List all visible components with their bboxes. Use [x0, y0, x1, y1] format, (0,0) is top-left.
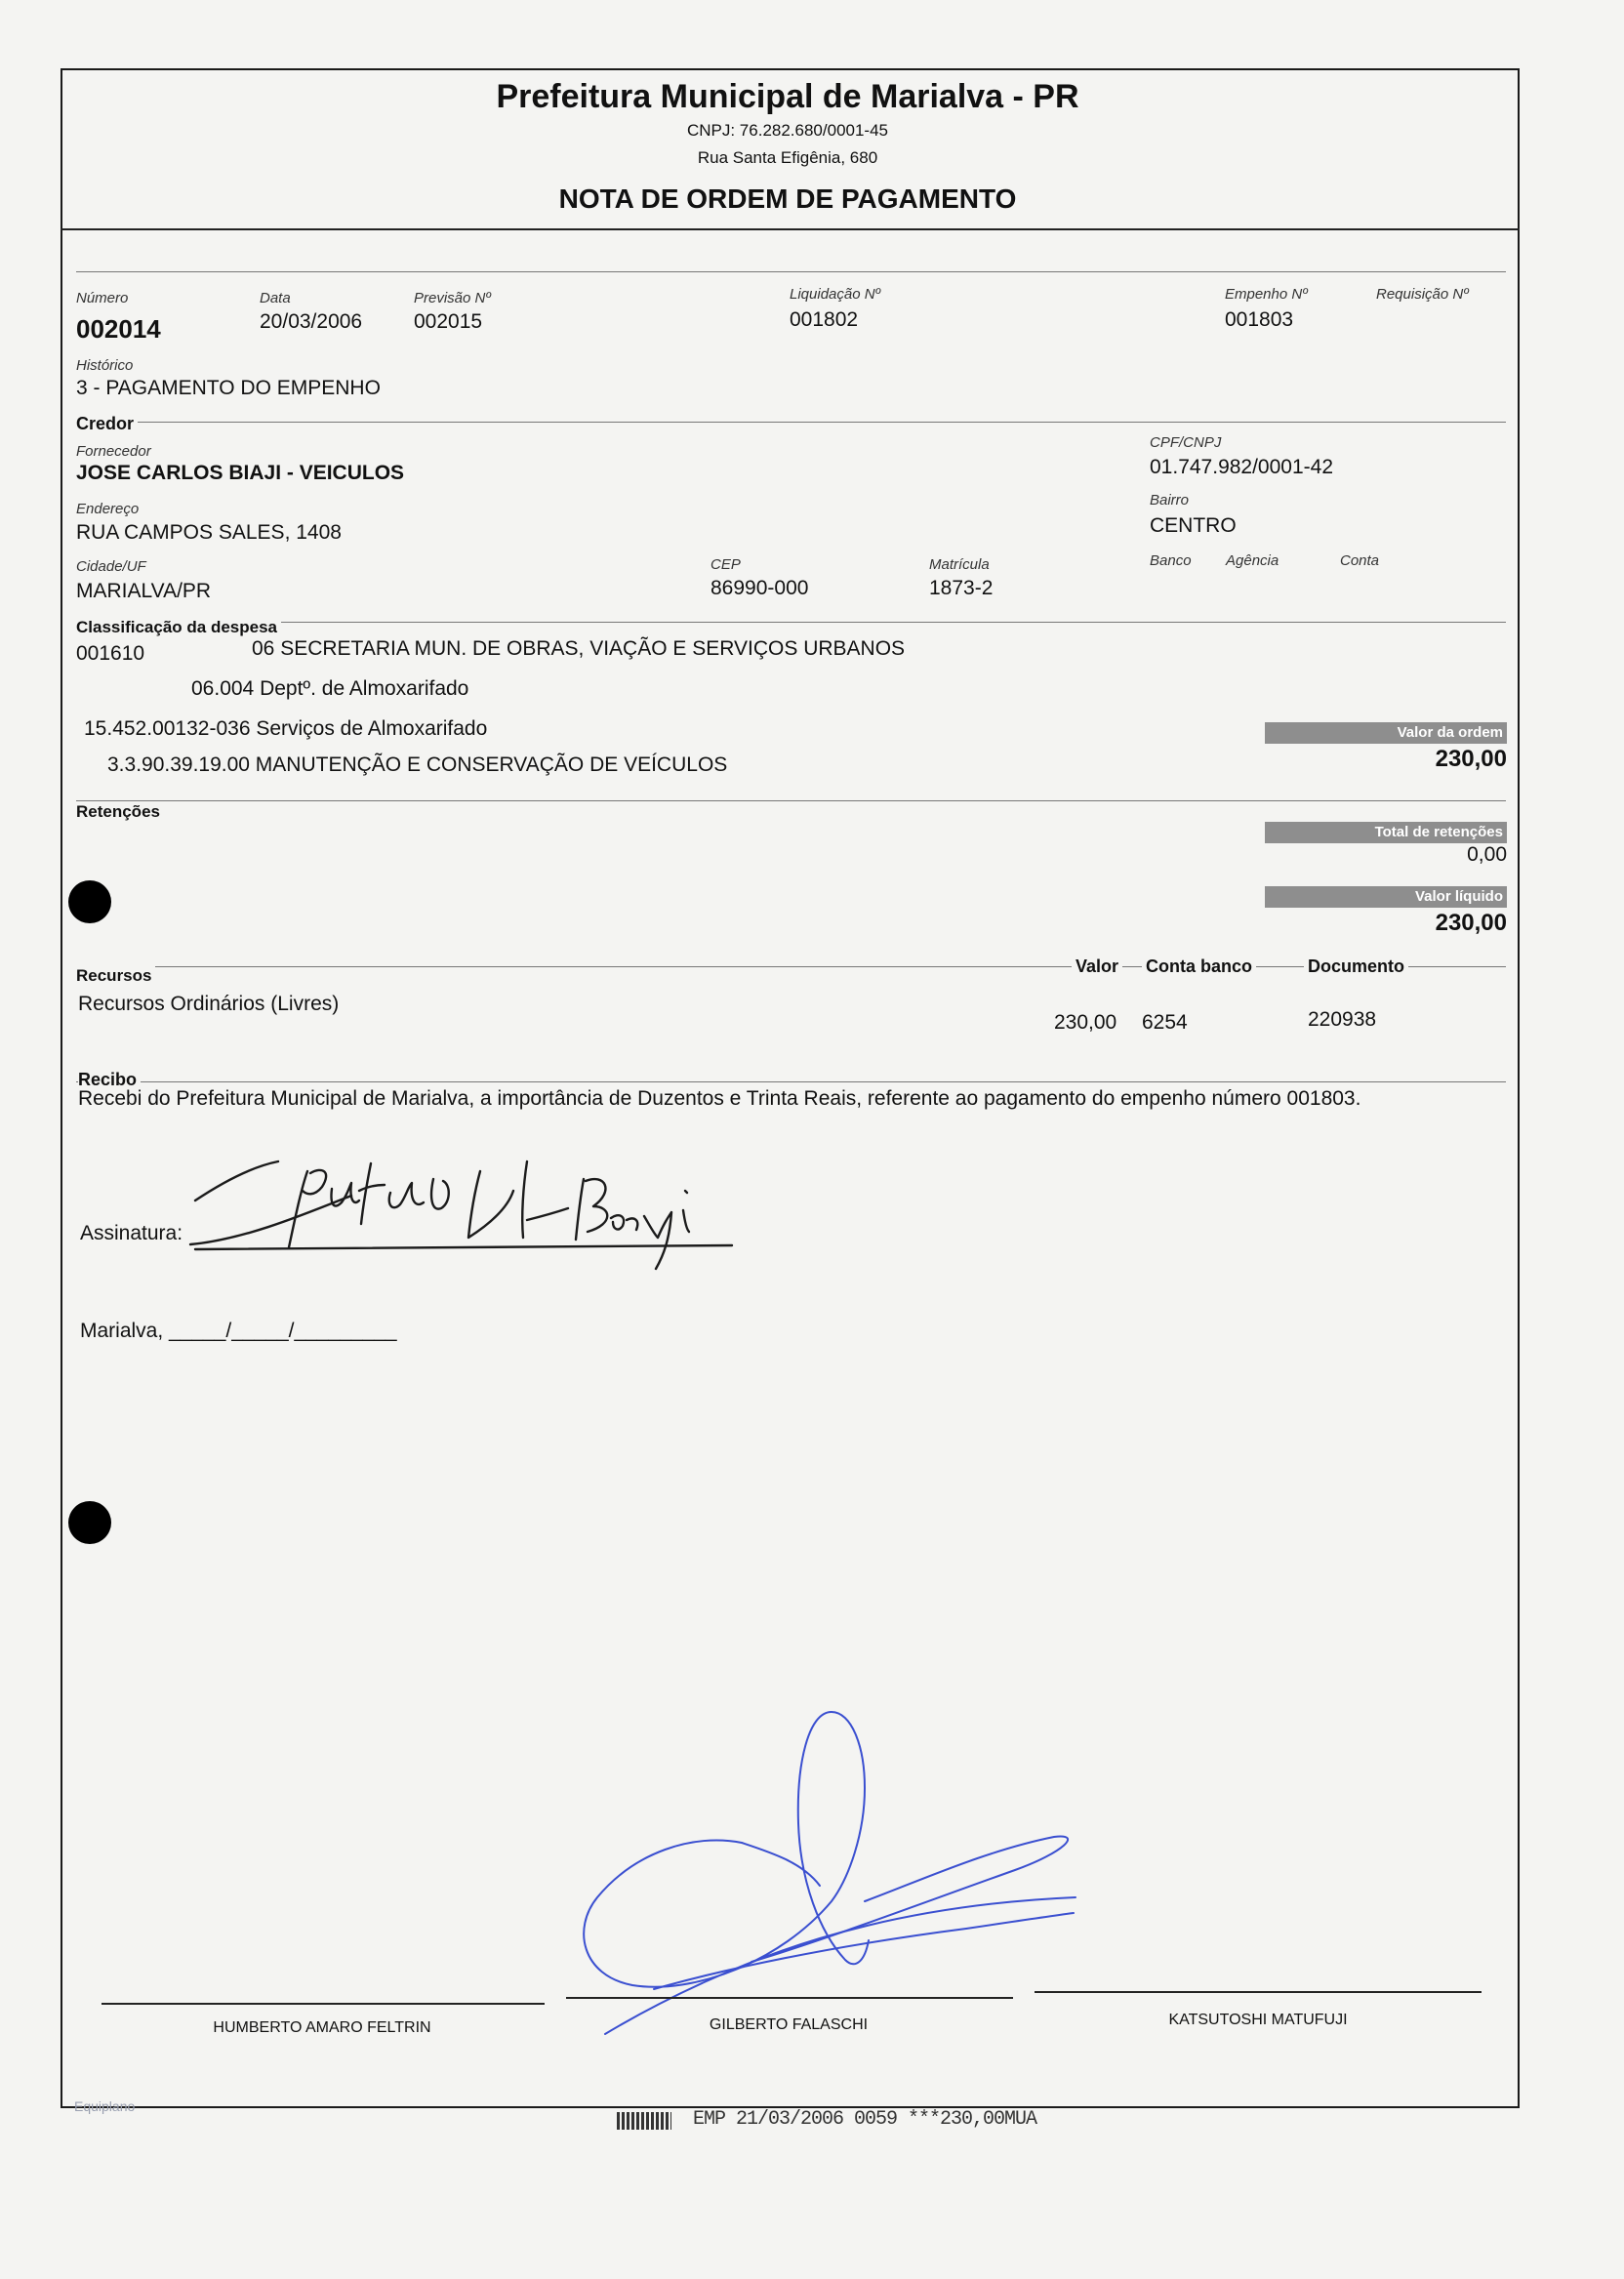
- bank-stamp-icon: [617, 2112, 671, 2130]
- signatory-1: HUMBERTO AMARO FELTRIN: [213, 2019, 431, 2036]
- matricula-value: 1873-2: [929, 577, 994, 599]
- classificacao-secretaria: 06 SECRETARIA MUN. DE OBRAS, VIAÇÃO E SERVIÇOS URBANOS: [252, 637, 906, 660]
- fornecedor-label: Fornecedor: [76, 443, 151, 460]
- signatory-3: KATSUTOSHI MATUFUJI: [1168, 2012, 1348, 2028]
- matricula-label: Matrícula: [929, 556, 990, 573]
- bairro-label: Bairro: [1150, 492, 1190, 509]
- recursos-valor-label: Valor: [1072, 956, 1122, 977]
- recibo-section: Recibo: [78, 1070, 141, 1090]
- recursos-documento-label: Documento: [1304, 956, 1408, 977]
- previsao-label: Previsão Nº: [414, 290, 491, 306]
- credor-signature: [185, 1122, 751, 1279]
- credor-section: Credor: [76, 414, 138, 434]
- recibo-divider: [76, 1081, 1506, 1082]
- cep-value: 86990-000: [710, 577, 809, 599]
- agencia-label: Agência: [1226, 552, 1279, 569]
- cidade-value: MARIALVA/PR: [76, 580, 212, 602]
- software-brand: Equiplano: [74, 2098, 136, 2114]
- numero-label: Número: [76, 290, 129, 306]
- previsao-value: 002015: [414, 310, 483, 333]
- cpf-label: CPF/CNPJ: [1150, 434, 1222, 451]
- signature-line-3: [1035, 1991, 1482, 1993]
- address-line: Rua Santa Efigênia, 680: [697, 148, 878, 167]
- cep-label: CEP: [710, 556, 741, 573]
- signature-line-1: [102, 2003, 545, 2005]
- recursos-conta-banco: 6254: [1142, 1011, 1188, 1034]
- cidade-label: Cidade/UF: [76, 558, 146, 575]
- historico-value: 3 - PAGAMENTO DO EMPENHO: [76, 377, 381, 399]
- punch-hole-top: [68, 880, 111, 923]
- classificacao-section: Classificação da despesa: [76, 618, 281, 637]
- signature-line-2: [566, 1997, 1013, 1999]
- classificacao-servicos: 15.452.00132-036 Serviços de Almoxarifado: [84, 717, 488, 740]
- numero-value: 002014: [76, 314, 161, 344]
- recursos-divider: [76, 966, 1506, 967]
- liquidacao-label: Liquidação Nº: [790, 286, 881, 303]
- recursos-conta-banco-label: Conta banco: [1142, 956, 1256, 977]
- classificacao-code: 001610: [76, 642, 145, 665]
- valor-liquido-value: 230,00: [1435, 910, 1507, 936]
- recibo-text: Recebi do Prefeitura Municipal de Marialva, a importância de Duzentos e Trinta Reais, referente ao pagamento do empenho número 001803.: [78, 1087, 1361, 1110]
- authority-signature: [576, 1706, 1083, 2057]
- local-date: Marialva, _____/_____/_________: [80, 1320, 397, 1342]
- total-retencoes-bar: Total de retenções: [1265, 822, 1507, 843]
- valor-liquido-bar: Valor líquido: [1265, 886, 1507, 908]
- cnpj-line: CNPJ: 76.282.680/0001-45: [686, 121, 889, 140]
- endereco-label: Endereço: [76, 501, 140, 517]
- bairro-value: CENTRO: [1150, 514, 1237, 537]
- valor-ordem-value: 230,00: [1435, 746, 1507, 772]
- credor-divider: [76, 422, 1506, 423]
- signatory-2: GILBERTO FALASCHI: [709, 2016, 869, 2033]
- assinatura-label: Assinatura:: [80, 1222, 183, 1244]
- header-divider: [61, 228, 1520, 230]
- municipality-title: Prefeitura Municipal de Marialva - PR: [496, 78, 1079, 115]
- conta-label: Conta: [1340, 552, 1380, 569]
- recursos-section: Recursos: [76, 966, 155, 986]
- recursos-documento: 220938: [1308, 1008, 1377, 1031]
- empenho-label: Empenho Nº: [1225, 286, 1308, 303]
- empenho-value: 001803: [1225, 308, 1294, 331]
- banco-label: Banco: [1150, 552, 1192, 569]
- classificacao-divider: [76, 622, 1506, 623]
- recursos-valor: 230,00: [1054, 1011, 1117, 1034]
- fornecedor-value: JOSE CARLOS BIAJI - VEICULOS: [76, 462, 405, 484]
- retencoes-divider: [76, 800, 1506, 801]
- valor-ordem-bar: Valor da ordem: [1265, 722, 1507, 744]
- requisicao-label: Requisição Nº: [1376, 286, 1469, 303]
- liquidacao-value: 001802: [790, 308, 859, 331]
- data-label: Data: [260, 290, 291, 306]
- document-title: NOTA DE ORDEM DE PAGAMENTO: [558, 183, 1017, 214]
- ids-divider: [76, 271, 1506, 272]
- total-retencoes-value: 0,00: [1467, 843, 1507, 866]
- retencoes-section: Retenções: [76, 802, 164, 822]
- punch-hole-bottom: [68, 1501, 111, 1544]
- bank-stamp: EMP 21/03/2006 0059 ***230,00MUA: [693, 2108, 1037, 2131]
- endereco-value: RUA CAMPOS SALES, 1408: [76, 521, 342, 544]
- historico-label: Histórico: [76, 357, 134, 374]
- classificacao-departamento: 06.004 Deptº. de Almoxarifado: [191, 677, 469, 700]
- cpf-value: 01.747.982/0001-42: [1150, 456, 1334, 478]
- classificacao-elemento: 3.3.90.39.19.00 MANUTENÇÃO E CONSERVAÇÃO DE VEÍCULOS: [107, 753, 728, 776]
- recursos-descricao: Recursos Ordinários (Livres): [78, 993, 340, 1015]
- data-value: 20/03/2006: [260, 310, 363, 333]
